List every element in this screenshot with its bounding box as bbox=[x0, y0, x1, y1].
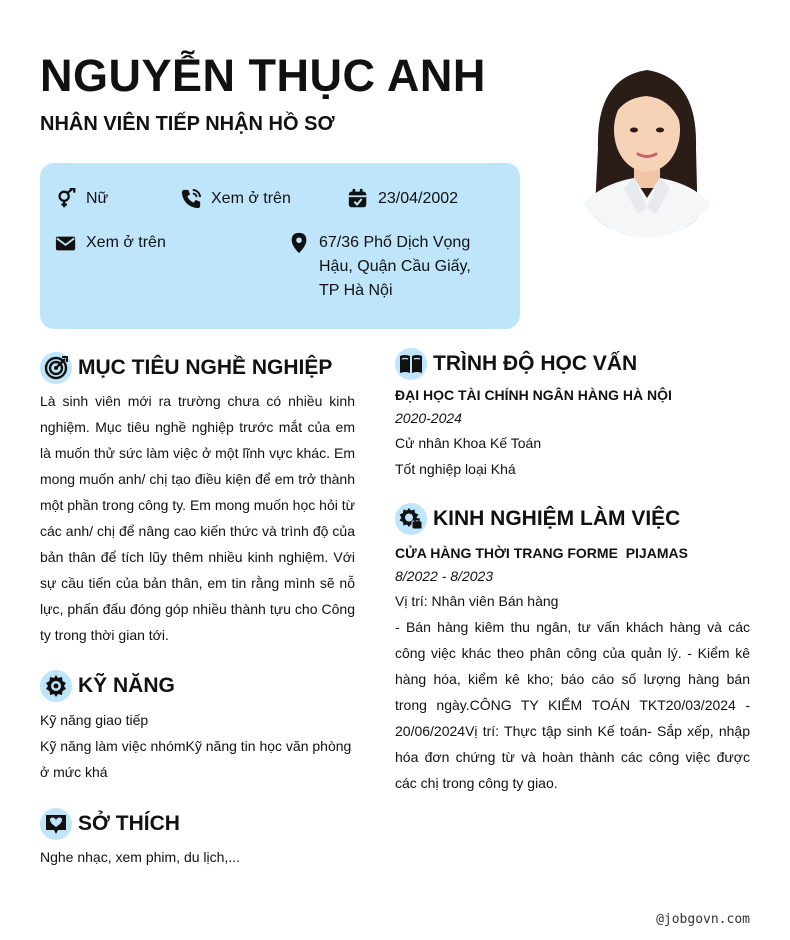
heart-message-icon bbox=[40, 808, 72, 840]
candidate-name: NGUYỄN THỤC ANH bbox=[40, 50, 486, 101]
objective-title: MỤC TIÊU NGHỀ NGHIỆP bbox=[78, 356, 333, 379]
skill-item: Kỹ năng giao tiếp bbox=[40, 712, 149, 728]
work-gear-icon bbox=[395, 503, 427, 535]
gender-icon bbox=[55, 188, 77, 210]
experience-role: Vị trí: Nhân viên Bán hàng bbox=[395, 593, 559, 609]
education-grade: Tốt nghiệp loại Khá bbox=[395, 461, 516, 477]
skills-title: KỸ NĂNG bbox=[78, 674, 175, 697]
education-degree: Cử nhân Khoa Kế Toán bbox=[395, 435, 542, 451]
experience-details: - Bán hàng kiêm thu ngân, tư vấn khách hàng và các công việc khác theo phân công của quản lý. - Kiểm kê hàng hóa, kiểm kê kho; báo cáo số lượng hàng bán trong ngày.CÔNG TY KIỂM TOÁN TKT20/03/2024 - 20/06/2024Vị trí: Thực tập sinh Kế toán- Sắp xếp, nhập hóa đơn chứng từ và hoàn thành các công việc được các chị trong công ty giao. bbox=[395, 619, 750, 791]
experience-period: 8/2022 - 8/2023 bbox=[395, 568, 494, 584]
calendar-icon bbox=[347, 188, 369, 210]
objective-header bbox=[40, 352, 332, 384]
hobbies-title: SỞ THÍCH bbox=[78, 812, 180, 835]
hobbies-text: Nghe nhạc, xem phim, du lịch,... bbox=[40, 849, 240, 865]
gender-info bbox=[55, 187, 108, 211]
experience-title: KINH NGHIỆM LÀM VIỆC bbox=[433, 507, 681, 530]
objective-text: Là sinh viên mới ra trường chưa có nhiều kinh nghiệm. Mục tiêu nghề nghiệp trước mắt của em là muốn thử sức làm việc ở một lĩnh vực khác. Em mong muốn anh/ chị tạo điều kiện để em trở thành một phần trong công ty. Em mong muốn học hỏi từ các anh/ chị để nâng cao kiến thức và trình độ của bản thân để tích lũy thêm nhiều kinh nghiệm. Với sự cầu tiến của bản thân, em tin rằng mình sẽ nỗ lực, phấn đấu đóng góp nhiều thành tựu cho Công ty trong thời gian tới. bbox=[40, 393, 355, 643]
skill-item: Kỹ năng làm việc nhómKỹ năng tin học văn phòng ở mức khá bbox=[40, 738, 352, 780]
job-title: NHÂN VIÊN TIẾP NHẬN HỒ SƠ bbox=[40, 113, 335, 135]
phone-info bbox=[180, 187, 291, 211]
education-title: TRÌNH ĐỘ HỌC VẤN bbox=[433, 352, 638, 375]
watermark: @jobgovn.com bbox=[656, 912, 750, 927]
gender-value: Nữ bbox=[86, 190, 109, 207]
phone-icon bbox=[180, 188, 202, 210]
profile-photo bbox=[558, 38, 736, 238]
address-info bbox=[288, 231, 488, 303]
hobbies-header bbox=[40, 808, 180, 840]
birthday-info bbox=[347, 187, 458, 211]
portrait-illustration bbox=[558, 38, 736, 238]
email-info bbox=[55, 231, 166, 255]
book-icon bbox=[395, 348, 427, 380]
company-name: CỬA HÀNG THỜI TRANG FORME PIJAMAS bbox=[395, 545, 688, 561]
gear-icon bbox=[40, 670, 72, 702]
experience-header bbox=[395, 503, 680, 535]
email-value: Xem ở trên bbox=[86, 234, 166, 251]
birthday-value: 23/04/2002 bbox=[378, 190, 459, 207]
school-name: ĐẠI HỌC TÀI CHÍNH NGÂN HÀNG HÀ NỘI bbox=[395, 387, 672, 403]
phone-value: Xem ở trên bbox=[211, 190, 291, 207]
location-pin-icon bbox=[288, 232, 310, 254]
target-icon bbox=[40, 352, 72, 384]
mail-icon bbox=[55, 232, 77, 254]
education-period: 2020-2024 bbox=[395, 410, 462, 426]
address-value: 67/36 Phố Dịch Vọng Hậu, Quận Cầu Giấy, TP Hà Nội bbox=[319, 234, 471, 299]
education-header bbox=[395, 348, 637, 380]
skills-header bbox=[40, 670, 175, 702]
